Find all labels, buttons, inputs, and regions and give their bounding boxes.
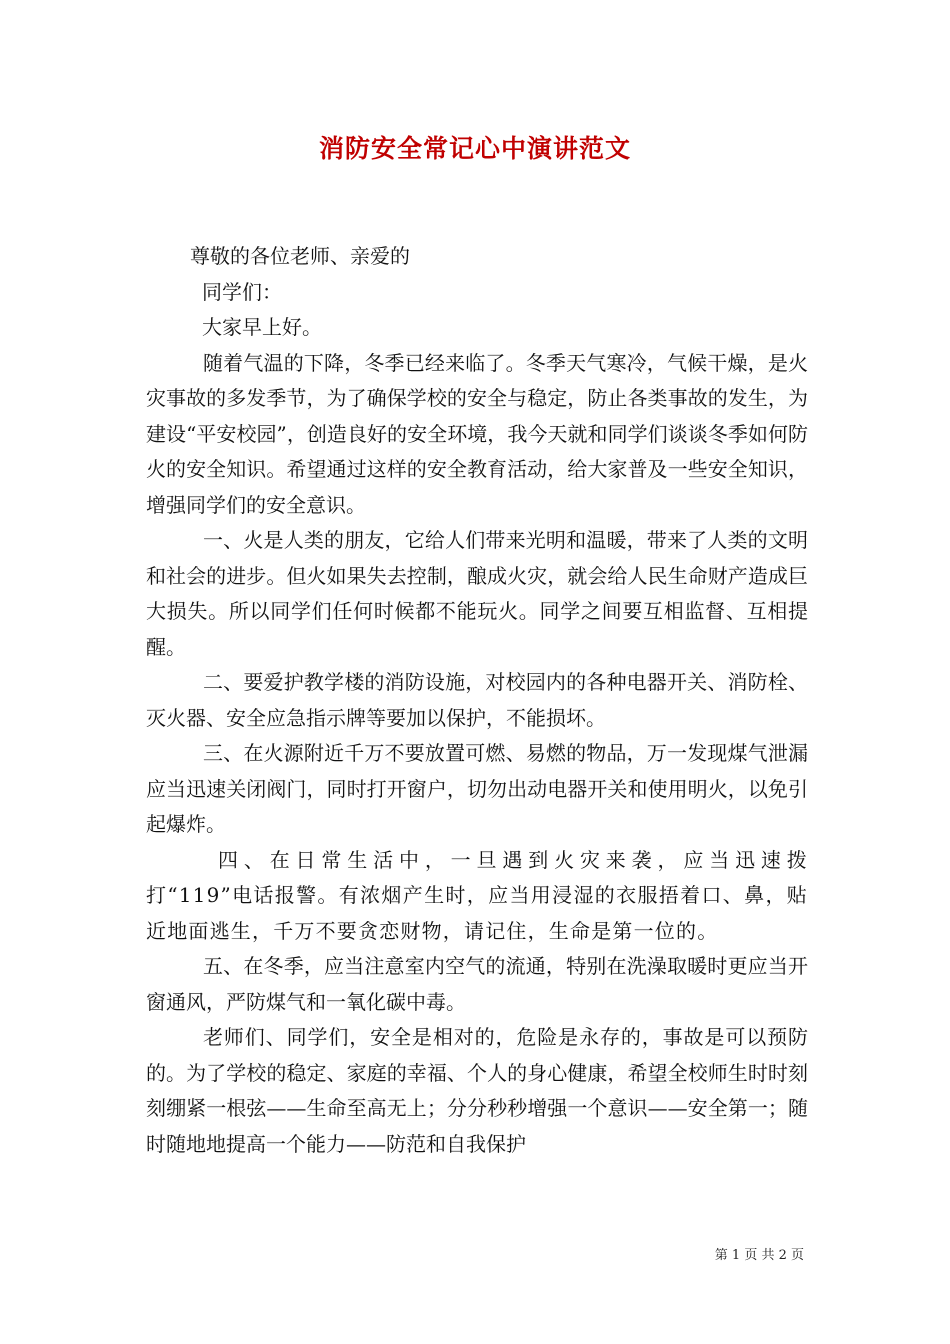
paragraph-closing: 老师们、同学们，安全是相对的，危险是永存的，事故是可以预防的。为了学校的稳定、家庭的幸福、个人的身心健康，希望全校师生时时刻刻绷紧一根弦——生命至高无上；分分秒秒增强一个意识——安全第一；随时随地地提高一个能力——防范和自我保护 [146, 1025, 808, 1156]
paragraph-intro: 随着气温的下降，冬季已经来临了。冬季天气寒冷，气候干燥，是火灾事故的多发季节，为了确保学校的安全与稳定，防止各类事故的发生，为建设“平安校园”，创造良好的安全环境，我今天就和同学们谈谈冬季如何防火的安全知识。希望通过这样的安全教育活动，给大家普及一些安全知识，增强同学们的安全意识。 [146, 350, 808, 517]
paragraph-point-5: 五、在冬季，应当注意室内空气的流通，特别在洗澡取暖时更应当开窗通风，严防煤气和一氧化碳中毒。 [146, 954, 808, 1014]
paragraph-point-1: 一、火是人类的朋友，它给人们带来光明和温暖，带来了人类的文明和社会的进步。但火如果失去控制，酿成火灾，就会给人民生命财产造成巨大损失。所以同学们任何时候都不能玩火。同学之间要互相监督、互相提醒。 [146, 528, 808, 659]
page-number-footer: 第 1 页 共 2 页 [714, 1248, 804, 1263]
document-body [146, 239, 808, 1162]
paragraph-point-3: 三、在火源附近千万不要放置可燃、易燃的物品，万一发现煤气泄漏应当迅速关闭阀门，同时打开窗户，切勿出动电器开关和使用明火，以免引起爆炸。 [146, 741, 808, 836]
document-title: 消防安全常记心中演讲范文 [318, 134, 631, 163]
salutation-line-2: 同学们： [202, 279, 282, 304]
salutation-line-1: 尊敬的各位老师、亲爱的 [190, 244, 410, 268]
greeting: 大家早上好。 [202, 315, 322, 339]
paragraph-point-4: 四、在日常生活中，一旦遇到火灾来袭，应当迅速拨打“119”电话报警。有浓烟产生时，应当用浸湿的衣服捂着口、鼻，贴近地面逃生，千万不要贪恋财物，请记住，生命是第一位的。 [146, 847, 808, 943]
paragraph-point-2: 二、要爱护教学楼的消防设施，对校园内的各种电器开关、消防栓、灭火器、安全应急指示牌等要加以保护，不能损坏。 [146, 670, 808, 730]
